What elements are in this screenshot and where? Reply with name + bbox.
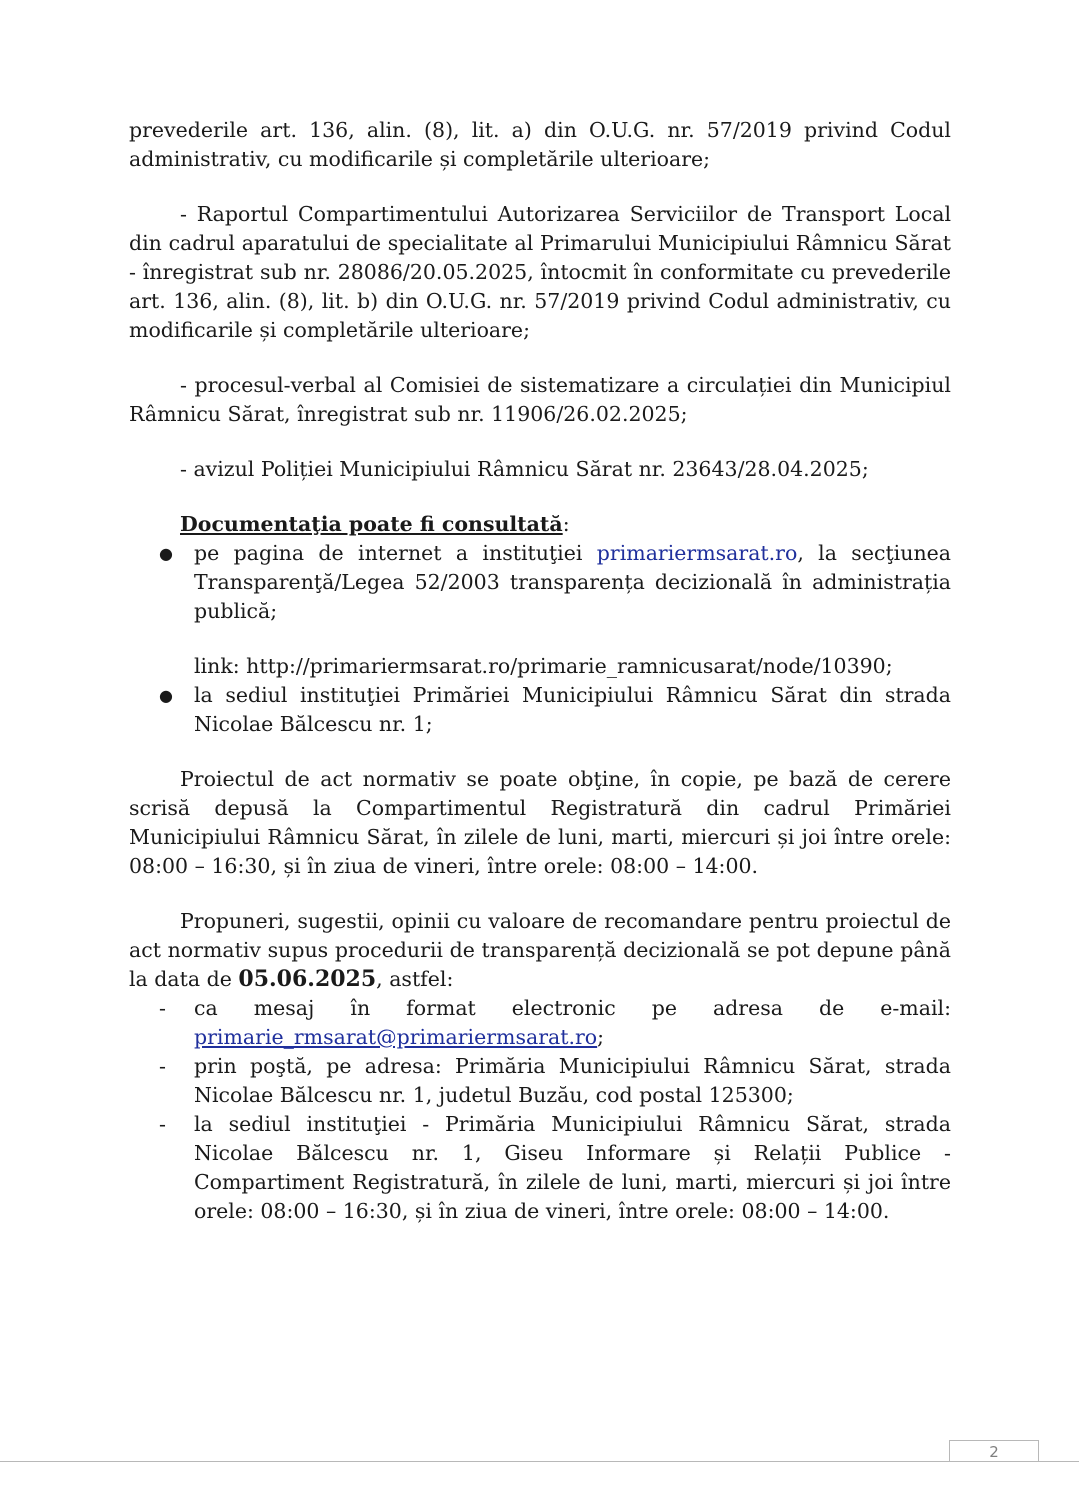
- dash-marker: -: [159, 1112, 166, 1136]
- method-post-text: prin poştă, pe adresa: Primăria Municipiului Râmnicu Sărat, strada Nicolae Bălcescu nr. 1, judetul Buzău, cod postal 125300;: [194, 1054, 951, 1107]
- document-body: [129, 116, 951, 1226]
- dash-marker: -: [159, 996, 166, 1020]
- footer-divider: [0, 1461, 1079, 1462]
- method-email-text-pre: ca mesaj în format electronic pe adresa de e-mail:: [194, 996, 951, 1020]
- page-number: 2: [949, 1440, 1039, 1461]
- proposals-text-post: , astfel:: [376, 967, 454, 991]
- paragraph-transport-report: - Raportul Compartimentului Autorizarea Serviciilor de Transport Local din cadrul aparatului de specialitate al Primarului Municipiului Râmnicu Sărat - înregistrat sub nr. 28086/20.05.2025, întocmit în conformitate cu prevederile art. 136, alin. (8), lit. b) din O.U.G. nr. 57/2019 privind Codul administrativ, cu modificarile și completările ulterioare;: [129, 202, 951, 342]
- paragraph-legal-basis: prevederile art. 136, alin. (8), lit. a) din O.U.G. nr. 57/2019 privind Codul administrativ, cu modificarile și completările ulterioare;: [129, 118, 951, 171]
- paragraph-copy-request: Proiectul de act normativ se poate obţine, în copie, pe bază de cerere scrisă depusă la Compartimentul Registratură din cadrul Primăriei Municipiului Râmnicu Sărat, în zilele de luni, marti, miercuri și joi între orele: 08:00 – 16:30, și în ziua de vineri, între orele: 08:00 – 14:00.: [129, 767, 951, 878]
- website-text-pre: pe pagina de internet a instituţiei: [194, 541, 597, 565]
- list-item-headquarters: [129, 681, 951, 739]
- consultation-heading: [180, 510, 951, 539]
- paragraph-proposals: [129, 907, 951, 994]
- proposals-deadline: 05.06.2025: [238, 966, 377, 992]
- dash-marker: -: [159, 1054, 166, 1078]
- consultation-list: [129, 539, 951, 626]
- method-in-person: [129, 1110, 951, 1226]
- method-email-text-post: ;: [597, 1025, 605, 1049]
- proposals-text-pre: Propuneri, sugestii, opinii cu valoare de recomandare pentru proiectul de act normativ supus procedurii de transparență decizională se pot depune până la data de: [129, 909, 951, 991]
- website-link[interactable]: primariermsarat.ro: [596, 541, 798, 565]
- consultation-heading-title: Documentaţia poate fi consultată: [180, 512, 563, 536]
- submission-methods-list: [129, 994, 951, 1226]
- paragraph-police-notice: - avizul Poliției Municipiului Râmnicu Sărat nr. 23643/28.04.2025;: [180, 457, 869, 481]
- bullet-icon: ●: [159, 544, 173, 563]
- headquarters-text: la sediul instituţiei Primăriei Municipiului Râmnicu Sărat din strada Nicolae Bălcescu nr. 1;: [194, 683, 951, 736]
- website-text-post: , la secţiunea Transparenţă/Legea 52/2003 transparența decizională în administrația publică;: [194, 541, 951, 623]
- method-email: [129, 994, 951, 1052]
- method-post: [129, 1052, 951, 1110]
- node-link-line[interactable]: link: http://primariermsarat.ro/primarie_ramnicusarat/node/10390;: [194, 654, 893, 678]
- consultation-list-2: [129, 681, 951, 739]
- bullet-icon: ●: [159, 686, 173, 705]
- list-item-website: [129, 539, 951, 626]
- paragraph-commission-report: - procesul-verbal al Comisiei de sistematizare a circulației din Municipiul Râmnicu Sărat, înregistrat sub nr. 11906/26.02.2025;: [129, 373, 951, 426]
- method-in-person-text: la sediul instituţiei - Primăria Municipiului Râmnicu Sărat, strada Nicolae Bălcescu nr. 1, Giseu Informare și Relații Publice - Compartiment Registratură, în zilele de luni, marti, miercuri și joi între orele: 08:00 – 16:30, și în ziua de vineri, între orele: 08:00 – 14:00.: [194, 1112, 951, 1223]
- consultation-heading-colon: :: [562, 512, 570, 536]
- email-link[interactable]: primarie_rmsarat@primariermsarat.ro: [194, 1025, 598, 1049]
